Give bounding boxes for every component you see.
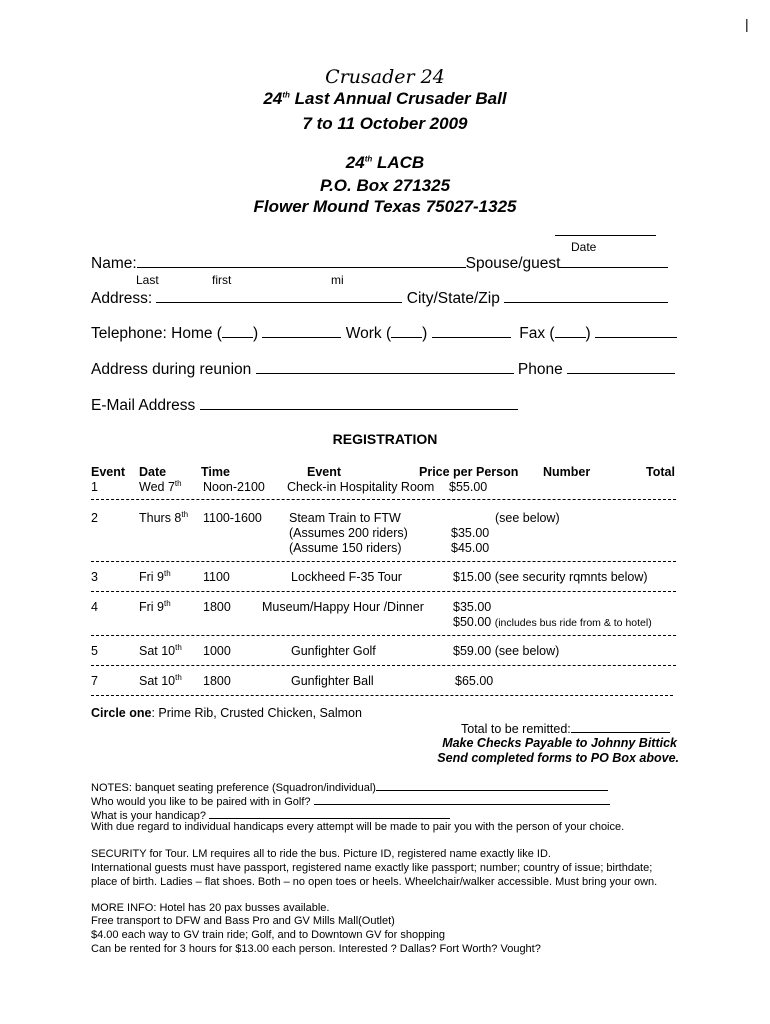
row4-price: $35.00: [453, 600, 492, 614]
citystatezip-label: City/State/Zip: [406, 290, 500, 307]
reunion-address-label: Address during reunion: [91, 361, 252, 378]
row1-price: $55.00: [449, 480, 488, 494]
row4-event: 4: [91, 600, 98, 614]
checks-payable: Make Checks Payable to Johnny Bittick: [442, 736, 677, 750]
page-corner-mark: |: [745, 16, 749, 32]
golf-pair-field[interactable]: [314, 794, 610, 805]
address-label: Address:: [91, 290, 153, 307]
email-label: E-Mail Address: [91, 397, 196, 414]
notes-handicap: What is your handicap?: [91, 808, 450, 822]
home-area-code-field[interactable]: [222, 324, 253, 338]
row2-price1: $35.00: [451, 526, 490, 540]
row2-price2: $45.00: [451, 541, 490, 555]
row2-name: Steam Train to FTW: [289, 511, 401, 525]
event-title: 24th Last Annual Crusader Ball: [263, 89, 507, 108]
reunion-phone-label: Phone: [517, 361, 563, 378]
more-info-line1: MORE INFO: Hotel has 20 pax busses available.: [91, 902, 330, 914]
row3-price: $15.00 (see security rqmnts below): [453, 570, 648, 584]
work-close-paren: ): [422, 325, 428, 342]
col-time: Time: [201, 465, 230, 479]
lacb-title: 24th LACB: [345, 153, 425, 172]
meal-choice[interactable]: Circle one: Prime Rib, Crusted Chicken, Salmon: [91, 706, 362, 720]
name-label: Name:: [91, 255, 137, 272]
event-dates: 7 to 11 October 2009: [302, 114, 468, 133]
notes-golf-pair: Who would you like to be paired with in Golf?: [91, 794, 610, 808]
address-row: [91, 289, 668, 308]
home-close-paren: ): [252, 325, 259, 342]
row2-time: 1100-1600: [203, 511, 262, 525]
row5-event: 5: [91, 644, 98, 658]
row5-price: $59.00 (see below): [453, 644, 560, 658]
email-row: [91, 396, 518, 415]
row4-date: Fri 9th: [139, 598, 171, 614]
col-number: Number: [543, 465, 591, 479]
row3-time: 1100: [203, 570, 230, 584]
row4-name: Museum/Happy Hour /Dinner: [262, 600, 424, 614]
spouse-label: Spouse/guest: [465, 255, 561, 272]
col-total: Total: [646, 465, 675, 479]
work-phone-field[interactable]: [432, 324, 511, 338]
po-box: P.O. Box 271325: [319, 176, 451, 195]
work-phone-label: Work (: [345, 325, 392, 342]
col-price: Price per Person: [419, 465, 519, 479]
notes-seating: NOTES: banquet seating preference (Squadron/individual): [91, 780, 608, 794]
fax-field[interactable]: [595, 324, 677, 338]
col-event: Event: [91, 465, 126, 479]
send-forms: Send completed forms to PO Box above.: [437, 751, 679, 765]
row2-date: Thurs 8th: [139, 509, 189, 525]
row1-name: Check-in Hospitality Room: [287, 480, 435, 494]
row5-time: 1000: [203, 644, 231, 658]
work-area-code-field[interactable]: [391, 324, 422, 338]
fax-close-paren: ): [585, 325, 591, 342]
date-label: Date: [571, 240, 597, 254]
col-date: Date: [139, 465, 167, 479]
row3-name: Lockheed F-35 Tour: [291, 570, 402, 584]
row1-time: Noon-2100: [203, 480, 265, 494]
name-sub-first: first: [212, 273, 232, 287]
total-remitted: Total to be remitted:: [461, 721, 670, 736]
address-field[interactable]: [156, 289, 402, 303]
row2-event: 2: [91, 511, 98, 525]
row5-date: Sat 10th: [139, 642, 182, 658]
row-divider: [91, 561, 676, 562]
home-phone-field[interactable]: [262, 324, 341, 338]
row-divider: [91, 635, 676, 636]
row2-note: (see below): [495, 511, 560, 525]
name-field[interactable]: [137, 254, 466, 268]
row3-date: Fri 9th: [139, 568, 171, 584]
total-remitted-field[interactable]: [571, 721, 670, 733]
city-address: Flower Mound Texas 75027-1325: [253, 197, 517, 216]
reunion-phone-field[interactable]: [567, 360, 675, 374]
row7-name: Gunfighter Ball: [291, 674, 374, 688]
row4-price2: $50.00 (includes bus ride from & to hotel): [453, 615, 652, 629]
more-info-line4: Can be rented for 3 hours for $13.00 each person. Interested ? Dallas? Fort Worth? Vought?: [91, 943, 541, 955]
reunion-address-field[interactable]: [256, 360, 514, 374]
row7-price: $65.00: [455, 674, 494, 688]
name-row: [91, 254, 668, 273]
row7-time: 1800: [203, 674, 231, 688]
row1-date: Wed 7th: [139, 478, 182, 494]
fax-label: Fax (: [519, 325, 555, 342]
email-field[interactable]: [200, 396, 518, 410]
security-line2: International guests must have passport, registered name exactly like passport; number; country of issue; birthdate;: [91, 862, 653, 874]
notes-golf-pairing: With due regard to individual handicaps every attempt will be made to pair you with the person of your choice.: [91, 821, 625, 833]
row5-name: Gunfighter Golf: [291, 644, 376, 658]
security-line1: SECURITY for Tour. LM requires all to ride the bus. Picture ID, registered name exactly like ID.: [91, 848, 551, 860]
registration-title: REGISTRATION: [332, 431, 438, 447]
date-field[interactable]: [555, 235, 656, 236]
telephone-row: [91, 324, 677, 343]
row2-sub2: (Assume 150 riders): [289, 541, 402, 555]
handicap-field[interactable]: [209, 808, 450, 819]
home-phone-label: Telephone: Home (: [91, 325, 222, 342]
script-title: Crusader 24: [325, 66, 445, 88]
citystatezip-field[interactable]: [504, 289, 668, 303]
row7-date: Sat 10th: [139, 672, 182, 688]
col-event-name: Event: [307, 465, 342, 479]
reunion-address-row: [91, 360, 675, 379]
row-divider: [91, 591, 676, 592]
row1-event: 1: [91, 480, 98, 494]
more-info-line2: Free transport to DFW and Bass Pro and GV Mills Mall(Outlet): [91, 915, 395, 927]
fax-area-code-field[interactable]: [555, 324, 586, 338]
spouse-field[interactable]: [560, 254, 668, 268]
row7-event: 7: [91, 674, 98, 688]
name-sub-mi: mi: [331, 273, 344, 287]
row-divider: [91, 499, 676, 500]
row4-time: 1800: [203, 600, 231, 614]
row3-event: 3: [91, 570, 98, 584]
security-line3: place of birth. Ladies – flat shoes. Both – no open toes or heels. Wheelchair/walker accessible. Must bring your own.: [91, 876, 658, 888]
name-sub-last: Last: [136, 273, 159, 287]
more-info-line3: $4.00 each way to GV train ride; Golf, and to Downtown GV for shopping: [91, 929, 446, 941]
seating-field[interactable]: [376, 780, 608, 791]
row-divider: [91, 665, 676, 666]
row2-sub1: (Assumes 200 riders): [289, 526, 408, 540]
row-divider: [91, 695, 673, 696]
